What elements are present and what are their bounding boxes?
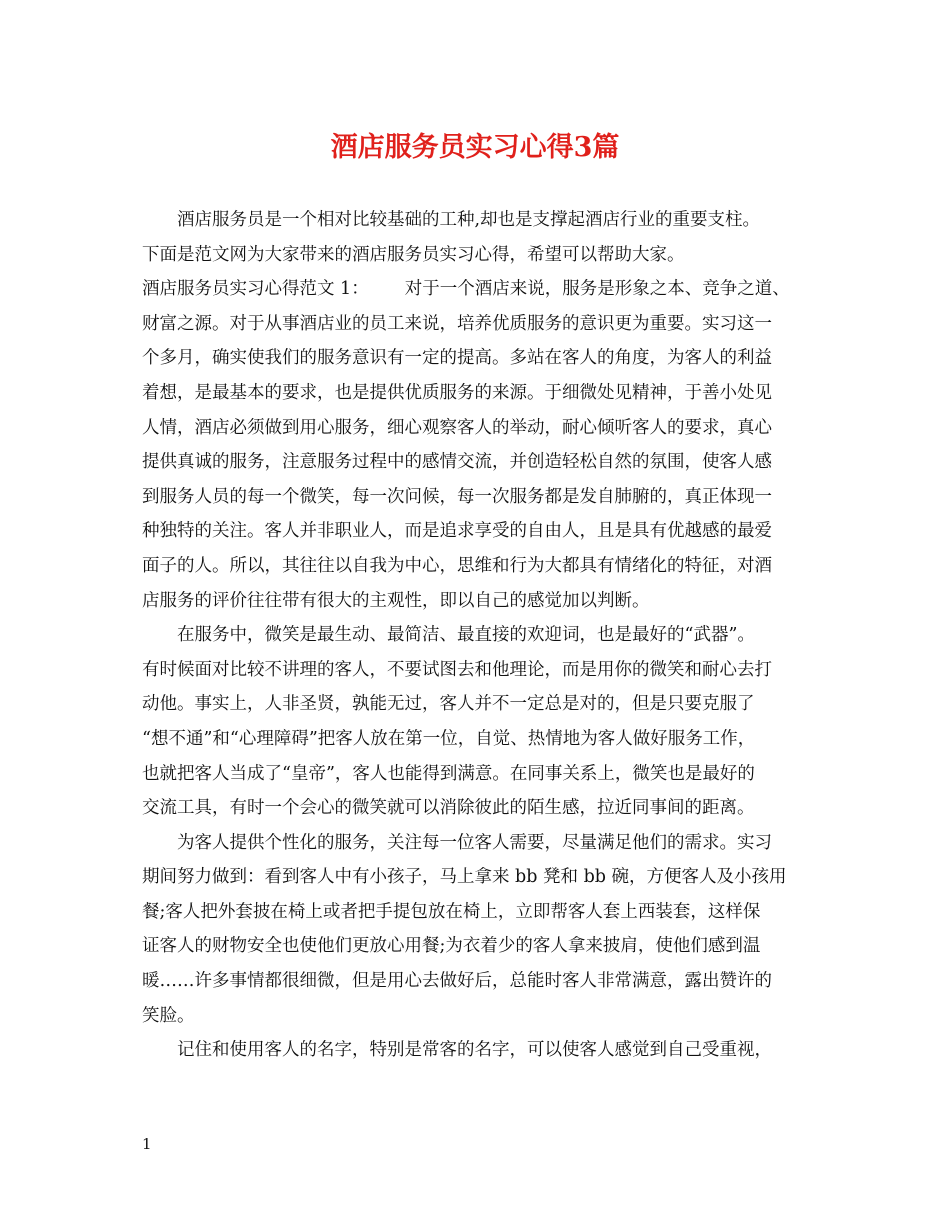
paragraph-line: 记住和使用客人的名字，特别是常客的名字，可以使客人感觉到自己受重视， bbox=[177, 1040, 772, 1061]
paragraph-line: 为客人提供个性化的服务，关注每一位客人需要，尽量满足他们的需求。实习 bbox=[177, 832, 772, 853]
paragraph-line: 财富之源。对于从事酒店业的员工来说，培养优质服务的意识更为重要。实习这一 bbox=[142, 313, 772, 334]
paragraph-line: 动他。事实上，人非圣贤，孰能无过，客人并不一定总是对的，但是只要克服了 bbox=[142, 694, 755, 715]
paragraph-line: 种独特的关注。客人并非职业人，而是追求享受的自由人，且是具有优越感的最爱 bbox=[142, 521, 772, 542]
paragraph-line: 面子的人。所以，其往往以自我为中心，思维和行为大都具有情绪化的特征，对酒 bbox=[142, 555, 772, 576]
paragraph-line: 对于一个酒店来说，服务是形象之本、竞争之道、 bbox=[404, 279, 790, 300]
paragraph-line: 店服务的评价往往带有很大的主观性，即以自己的感觉加以判断。 bbox=[142, 590, 650, 611]
paragraph-line: 餐;客人把外套披在椅上或者把手提包放在椅上，立即帮客人套上西装套，这样保 bbox=[142, 901, 761, 922]
section-label: 酒店服务员实习心得范文 1： bbox=[142, 279, 369, 300]
paragraph-line: 个多月，确实使我们的服务意识有一定的提高。多站在客人的角度，为客人的利益 bbox=[142, 348, 772, 369]
page-title: 酒店服务员实习心得3篇 bbox=[330, 132, 620, 163]
paragraph-line: 人情，酒店必须做到用心服务，细心观察客人的举动，耐心倾听客人的要求，真心 bbox=[142, 417, 772, 438]
section-heading-line bbox=[142, 272, 822, 307]
paragraph-line: 到服务人员的每一个微笑，每一次问候，每一次服务都是发自肺腑的，真正体现一 bbox=[142, 486, 772, 507]
paragraph-line: 交流工具，有时一个会心的微笑就可以消除彼此的陌生感，拉近同事间的距离。 bbox=[142, 798, 755, 819]
paragraph-line: 提供真诚的服务，注意服务过程中的感情交流，并创造轻松自然的氛围，使客人感 bbox=[142, 452, 772, 473]
document-body bbox=[142, 203, 822, 1068]
paragraph-line: 着想，是最基本的要求，也是提供优质服务的来源。于细微处见精神，于善小处见 bbox=[142, 382, 772, 403]
paragraph-line: 在服务中，微笑是最生动、最简洁、最直接的欢迎词，也是最好的“武器”。 bbox=[177, 625, 755, 646]
intro-line: 酒店服务员是一个相对比较基础的工种,却也是支撑起酒店行业的重要支柱。 bbox=[177, 210, 761, 230]
paragraph-line: 期间努力做到：看到客人中有小孩子，马上拿来 bb 凳和 bb 碗，方便客人及小孩用 bbox=[142, 867, 787, 888]
paragraph-line: 有时候面对比较不讲理的客人，不要试图去和他理论，而是用你的微笑和耐心去打 bbox=[142, 659, 772, 680]
paragraph-line: 笑脸。 bbox=[142, 1005, 195, 1026]
paragraph-line: 证客人的财物安全也使他们更放心用餐;为衣着少的客人拿来披肩，使他们感到温 bbox=[142, 936, 761, 957]
page-number: 1 bbox=[142, 1135, 152, 1153]
intro-line: 下面是范文网为大家带来的酒店服务员实习心得，希望可以帮助大家。 bbox=[142, 244, 685, 265]
paragraph-line: 也就把客人当成了“皇帝”，客人也能得到满意。在同事关系上，微笑也是最好的 bbox=[142, 763, 755, 784]
paragraph-line: 暖……许多事情都很细微，但是用心去做好后，总能时客人非常满意，露出赞许的 bbox=[142, 971, 772, 992]
paragraph-line: “想不通”和“心理障碍”把客人放在第一位，自觉、热情地为客人做好服务工作， bbox=[142, 728, 756, 749]
